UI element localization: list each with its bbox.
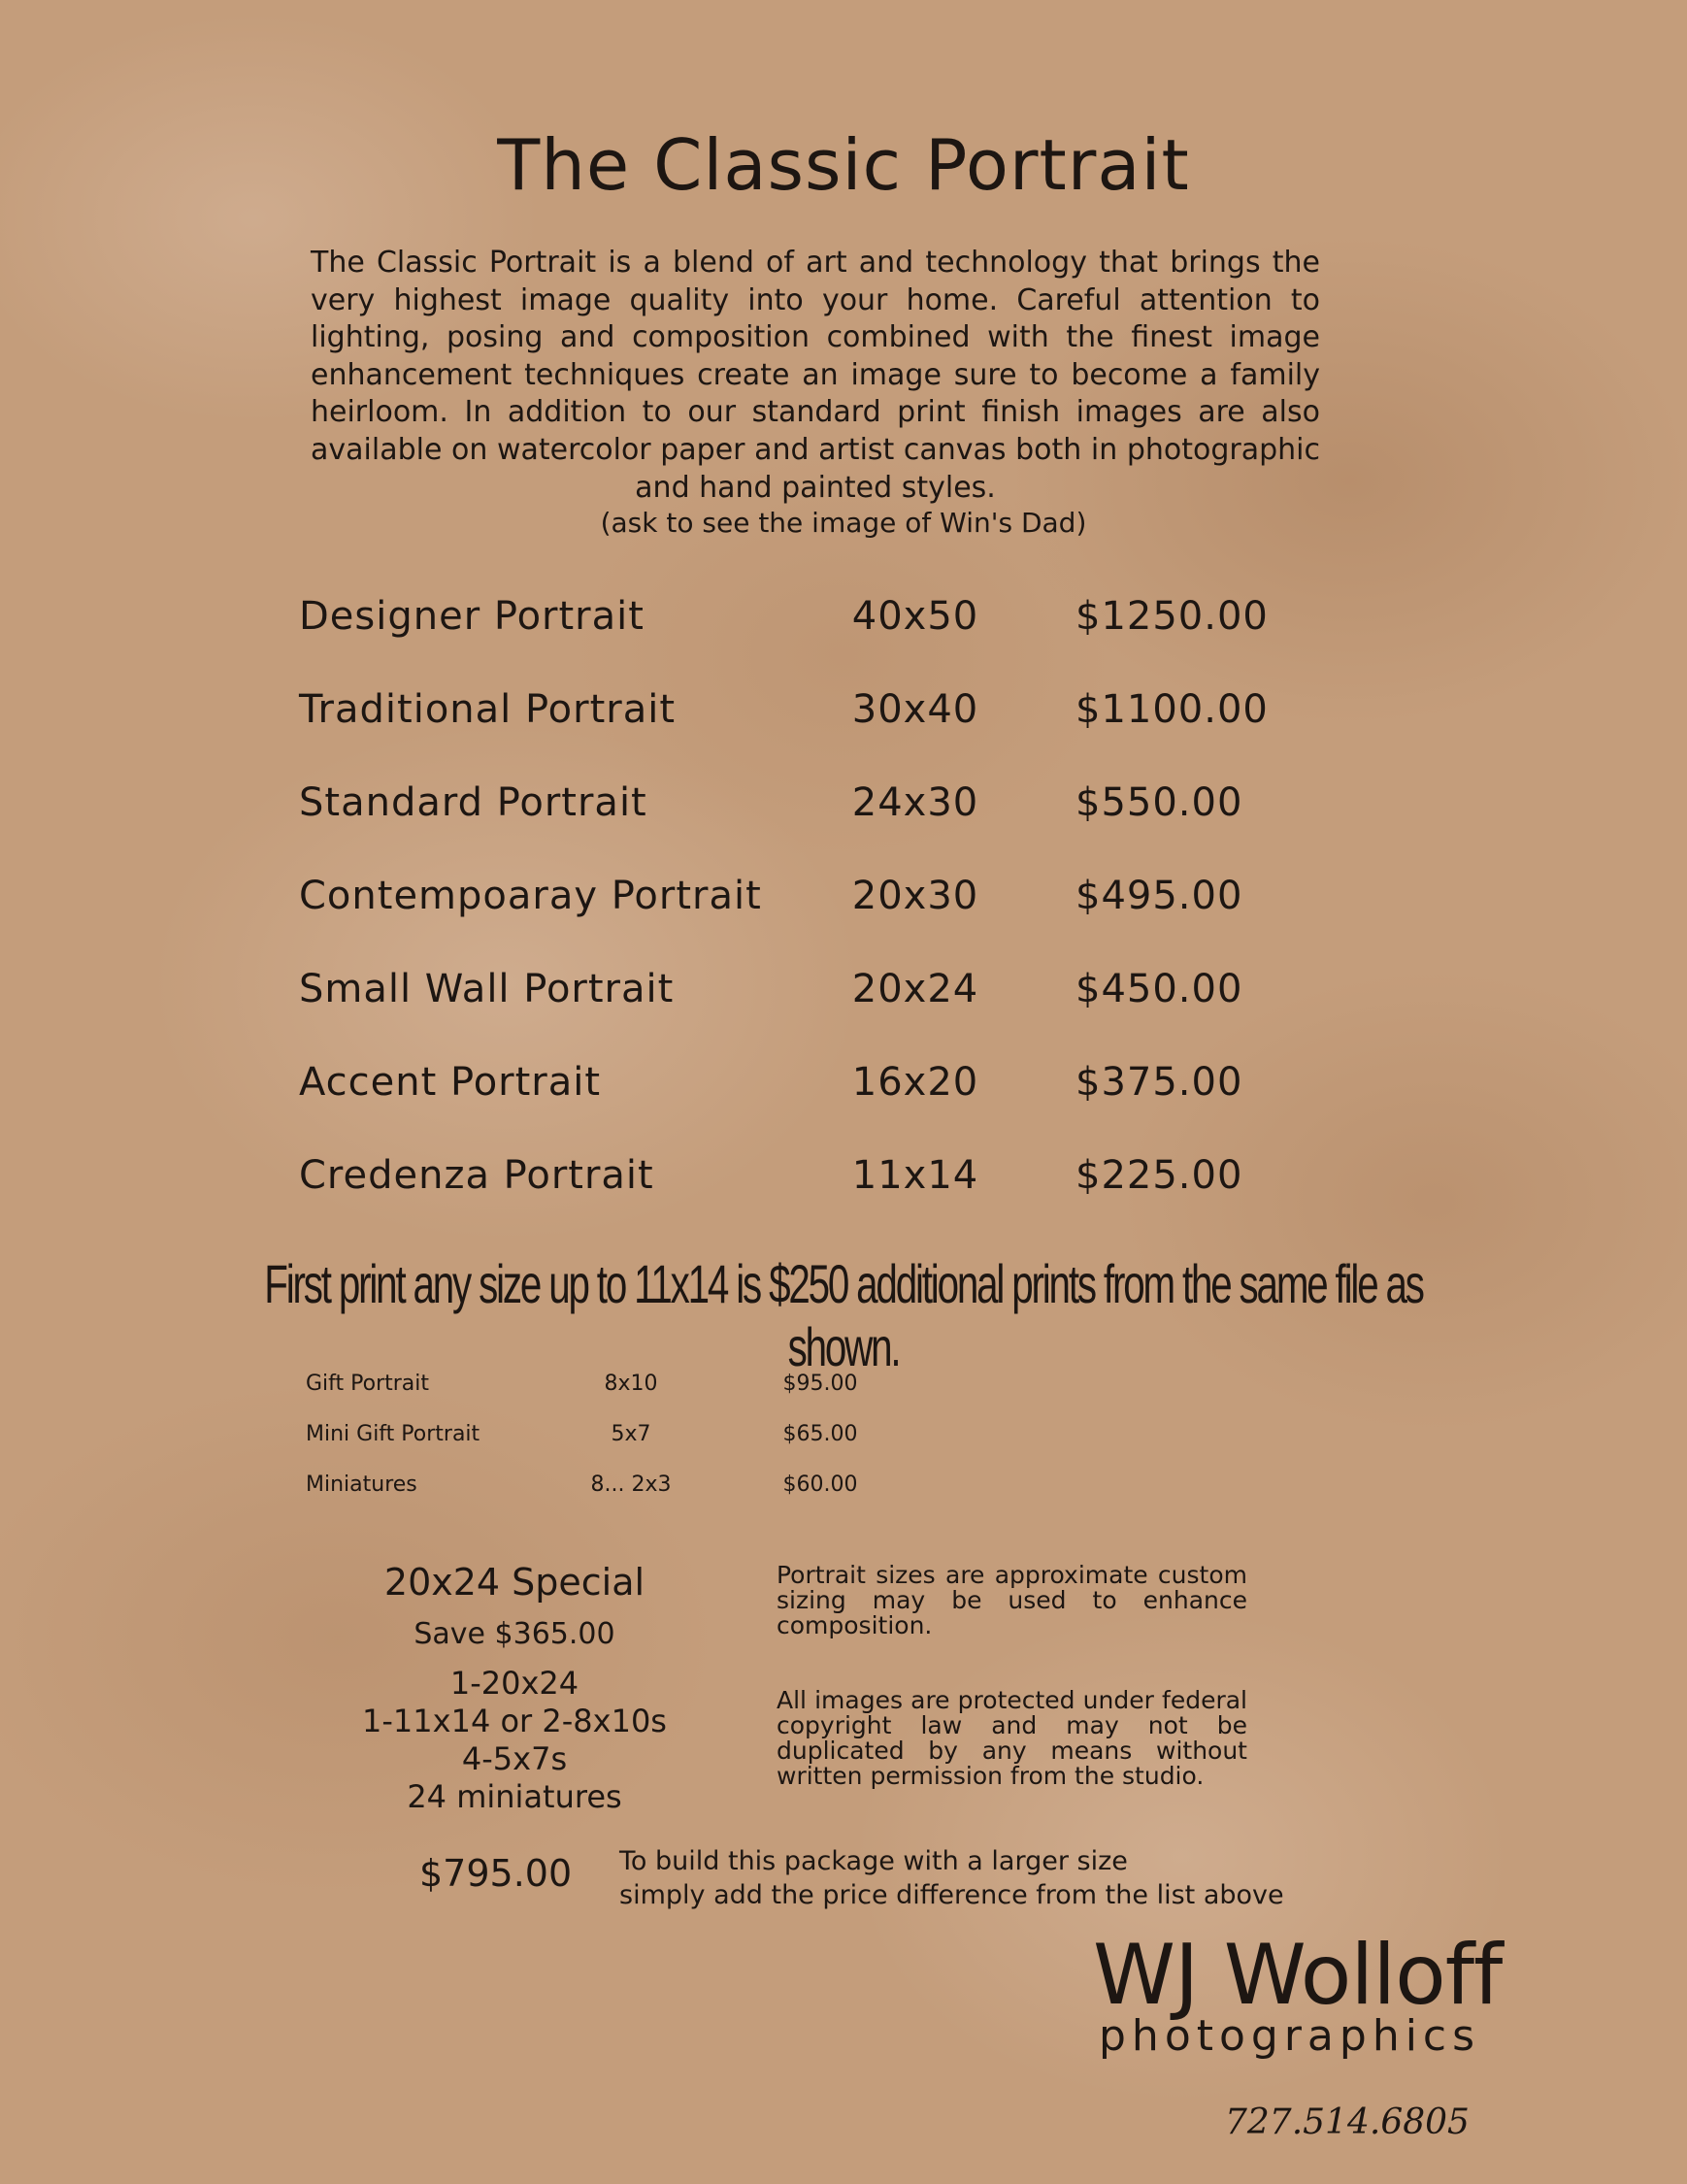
portrait-size: 40x50 [851,594,979,639]
portrait-name: Designer Portrait [299,594,645,639]
portrait-size: 20x24 [851,967,979,1011]
upgrade-note-line: simply add the price difference from the list above [619,1880,1284,1910]
portrait-size: 24x30 [851,780,979,825]
special-item: 24 miniatures [407,1778,622,1815]
small-price-row [306,1473,888,1506]
intro-note: (ask to see the image of Win's Dad) [600,507,1087,539]
special-savings: Save $365.00 [413,1617,615,1651]
small-print-price: $95.00 [782,1372,858,1396]
small-print-name: Mini Gift Portrait [306,1422,480,1446]
special-item: 1-11x14 or 2-8x10s [362,1703,667,1739]
portrait-size: 20x30 [851,874,979,918]
small-price-row [306,1422,888,1455]
portrait-name: Standard Portrait [299,780,647,825]
small-print-size: 5x7 [611,1422,651,1446]
portrait-price: $1100.00 [1075,687,1269,732]
portrait-size: 11x14 [851,1153,979,1198]
portrait-name: Traditional Portrait [299,687,677,732]
logo-name: WJ Wolloff [1093,1927,1503,2024]
price-row [299,594,1367,652]
portrait-price: $1250.00 [1075,594,1269,639]
price-row [299,967,1367,1025]
special-title: 20x24 Special [383,1561,645,1604]
portrait-price: $495.00 [1075,874,1243,918]
copyright-note: All images are protected under federal copyright law and may not be duplicated by any means without written permission from the studio. [777,1686,1247,1790]
price-row [299,687,1367,745]
price-row [299,1060,1367,1118]
logo-sub: photographics [1099,2011,1481,2061]
portrait-name: Contempoaray Portrait [299,874,762,918]
portrait-size: 16x20 [851,1060,979,1105]
price-row [299,1153,1367,1211]
portrait-price: $225.00 [1075,1153,1243,1198]
portrait-name: Credenza Portrait [299,1153,654,1198]
portrait-size: 30x40 [851,687,979,732]
sizes-note: Portrait sizes are approximate custom sizing may be used to enhance composition. [777,1561,1247,1639]
portrait-price: $550.00 [1075,780,1243,825]
portrait-name: Small Wall Portrait [299,967,675,1011]
price-row [299,780,1367,839]
intro-paragraph: The Classic Portrait is a blend of art and technology that brings the very highest image quality into your home. Careful attention to lighting, posing and composition combined with the finest image enhancement techniques create an image sure to become a family heirloom. In addition to our standard print finish images are also available on watercolor paper and artist canvas both in photographic and hand painted styles. [311,246,1320,505]
upgrade-note-line: To build this package with a larger size [619,1846,1128,1876]
small-print-name: Miniatures [306,1473,417,1497]
small-price-row [306,1372,888,1405]
studio-logo [1093,1927,1578,2061]
first-print-headline: First print any size up to 11x14 is $250 additional prints from the same file as shown. [264,1253,1423,1377]
phone-number: 727.514.6805 [1225,2102,1470,2142]
small-print-price: $65.00 [782,1422,858,1446]
special-item: 1-20x24 [449,1665,579,1702]
small-print-name: Gift Portrait [306,1372,430,1396]
portrait-price: $375.00 [1075,1060,1243,1105]
special-price: $795.00 [419,1852,573,1895]
portrait-price: $450.00 [1075,967,1243,1011]
page-title: The Classic Portrait [497,124,1190,206]
portrait-name: Accent Portrait [299,1060,602,1105]
price-row [299,874,1367,932]
small-print-size: 8x10 [604,1372,658,1396]
small-print-price: $60.00 [782,1473,858,1497]
small-print-size: 8... 2x3 [590,1473,672,1497]
special-item: 4-5x7s [461,1740,568,1777]
